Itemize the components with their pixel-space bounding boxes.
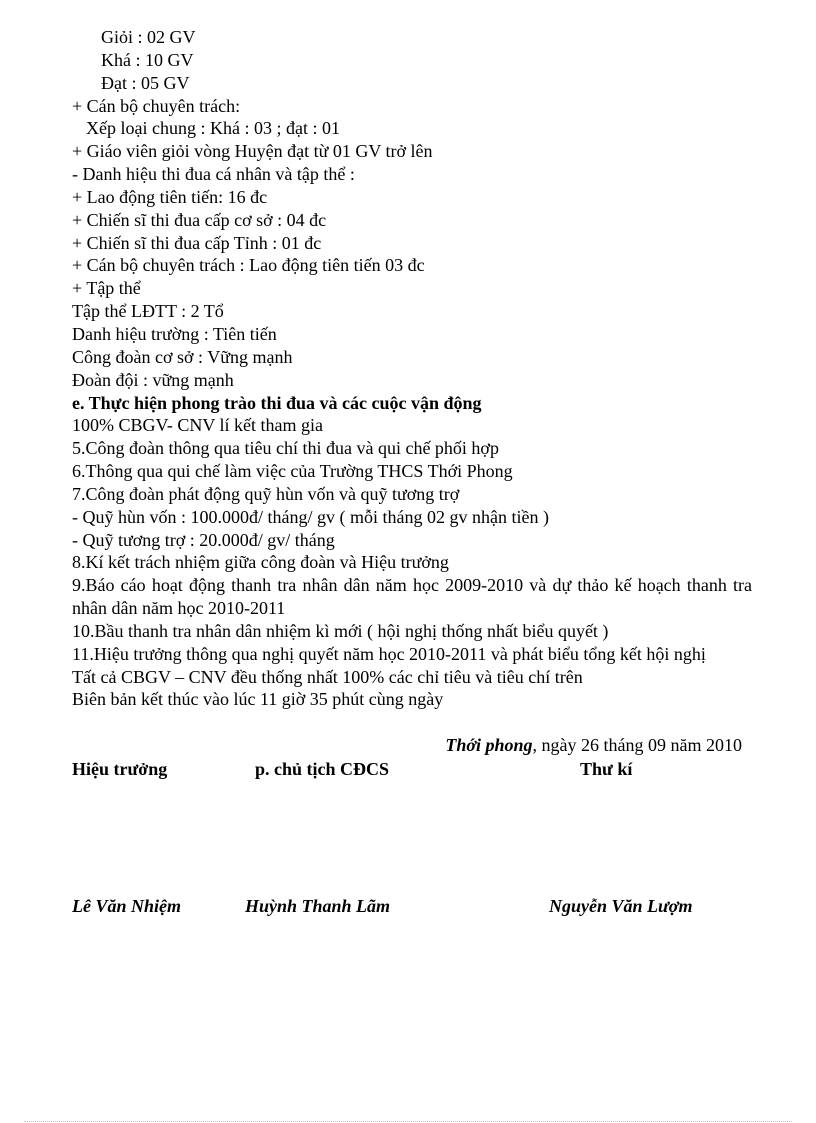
signature-name-principal: Lê Văn Nhiệm	[72, 896, 182, 916]
text-line: 5.Công đoàn thông qua tiêu chí thi đua và qui chế phối hợp	[72, 438, 499, 459]
text-line: Khá : 10 GV	[101, 49, 194, 70]
text-line: + Cán bộ chuyên trách : Lao động tiên tiến 03 đc	[72, 255, 425, 276]
meeting-minutes-body	[72, 26, 752, 711]
text-line: + Cán bộ chuyên trách:	[72, 95, 241, 116]
text-line: Biên bản kết thúc vào lúc 11 giờ 35 phút cùng ngày	[72, 689, 444, 710]
signature-name-secretary: Nguyễn Văn Lượm	[549, 896, 693, 916]
page-bottom-rule	[24, 1121, 792, 1122]
text-line: 6.Thông qua qui chế làm việc của Trường THCS Thới Phong	[72, 461, 513, 482]
text-line: Xếp loại chung : Khá : 03 ; đạt : 01	[86, 118, 340, 139]
text-line: Danh hiệu trường : Tiên tiến	[72, 323, 277, 344]
signature-name-vice-chair: Huỳnh Thanh Lãm	[245, 896, 391, 916]
text-line: - Quỹ tương trợ : 20.000đ/ gv/ tháng	[72, 529, 335, 550]
signature-title-secretary: Thư kí	[580, 759, 633, 779]
text-paragraph: 9.Báo cáo hoạt động thanh tra nhân dân năm học 2009-2010 và dự thảo kế hoạch thanh tra nhân dân năm học 2010-2011	[72, 575, 752, 619]
text-line: Giỏi : 02 GV	[101, 27, 196, 47]
text-line: + Lao động tiên tiến: 16 đc	[72, 186, 268, 207]
text-line: Đạt : 05 GV	[101, 72, 190, 93]
text-line: Tập thể LĐTT : 2 Tổ	[72, 301, 224, 322]
date-place: Thới phong	[445, 735, 533, 755]
text-line: Tất cả CBGV – CNV đều thống nhất 100% các chỉ tiêu và tiêu chí trên	[72, 666, 583, 687]
text-line: - Danh hiệu thi đua cá nhân và tập thể :	[72, 164, 355, 185]
text-line: + Chiến sĩ thi đua cấp Tỉnh : 01 đc	[72, 232, 322, 253]
text-line: Đoàn đội : vững mạnh	[72, 369, 234, 390]
text-line: 100% CBGV- CNV lí kết tham gia	[72, 415, 323, 436]
text-line: 10.Bầu thanh tra nhân dân nhiệm kì mới ( hội nghị thống nhất biểu quyết )	[72, 620, 609, 641]
date-text: , ngày 26 tháng 09 năm 2010	[532, 735, 742, 755]
signature-title-vice-chair: p. chủ tịch CĐCS	[255, 759, 390, 779]
text-line: Công đoàn cơ sở : Vững mạnh	[72, 346, 293, 367]
text-line: + Giáo viên giỏi vòng Huyện đạt từ 01 GV trở lên	[72, 141, 433, 162]
text-line: 7.Công đoàn phát động quỹ hùn vốn và quỹ tương trợ	[72, 483, 460, 504]
text-line: - Quỹ hùn vốn : 100.000đ/ tháng/ gv ( mỗi tháng 02 gv nhận tiền )	[72, 506, 549, 527]
date-line	[445, 734, 742, 756]
text-line: + Tập thể	[72, 278, 141, 299]
text-line: + Chiến sĩ thi đua cấp cơ sở : 04 đc	[72, 209, 327, 230]
text-line: 8.Kí kết trách nhiệm giữa công đoàn và Hiệu trưởng	[72, 552, 449, 573]
text-line: 11.Hiệu trưởng thông qua nghị quyết năm học 2010-2011 và phát biểu tổng kết hội nghị	[72, 643, 706, 664]
section-heading: e. Thực hiện phong trào thi đua và các cuộc vận động	[72, 392, 482, 413]
signature-title-principal: Hiệu trưởng	[72, 759, 168, 779]
